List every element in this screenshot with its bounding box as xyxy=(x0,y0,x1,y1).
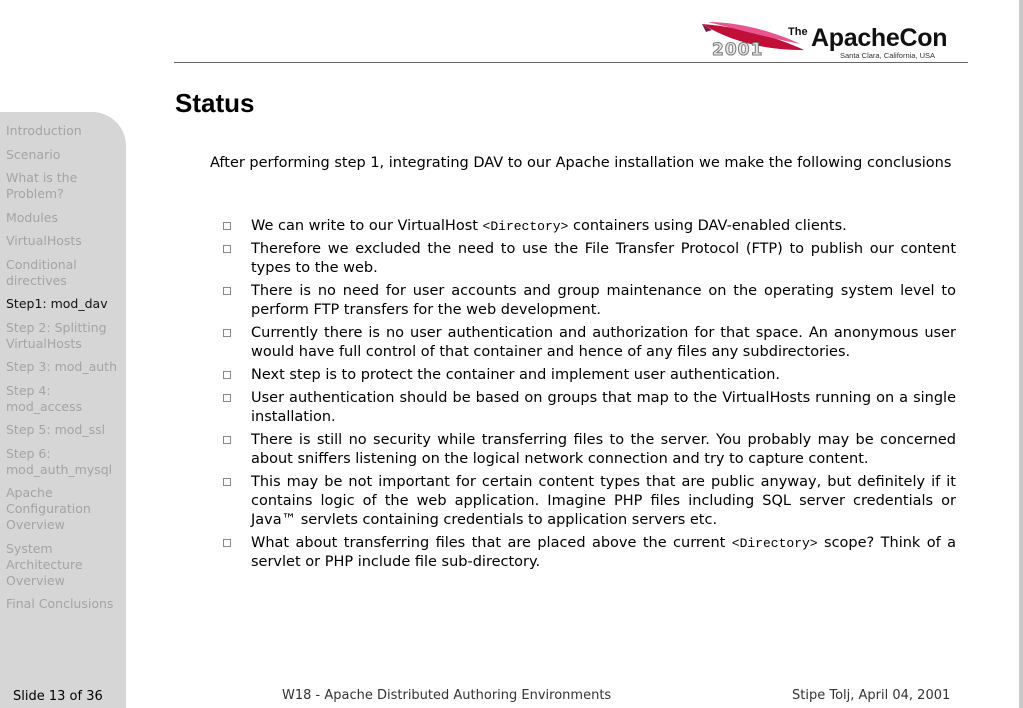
list-item-text: This may be not important for certain content types that are public anyway, but definitely if it contains logic of the web application. Imagine PHP files including SQL server credentials or Java™ servlets containing credentials to application servers etc. xyxy=(251,474,956,528)
list-item xyxy=(222,217,956,236)
sidebar-item[interactable]: Step 4: mod_access xyxy=(6,382,83,414)
bullet-square-icon xyxy=(223,287,231,295)
list-item xyxy=(222,324,956,362)
list-item-text: Therefore we excluded the need to use the File Transfer Protocol (FTP) to publish our content types to the web. xyxy=(251,241,956,276)
list-item-text: Next step is to protect the container and implement user authentication. xyxy=(251,367,781,383)
logo-brand-apache: Apache xyxy=(811,24,900,52)
sidebar-item[interactable]: Apache Configuration Overview xyxy=(6,485,91,532)
bullet-square-icon xyxy=(223,245,231,253)
list-item-text-continued: scope? Think of a servlet or PHP include file sub-directory. xyxy=(251,535,957,570)
bullet-square-icon xyxy=(223,329,231,337)
list-item-text: There is still no security while transferring files to the server. You probably may be concerned about sniffers listening on the logical network connection and try to capture content. xyxy=(251,432,956,467)
list-item xyxy=(222,473,956,530)
sidebar-item[interactable]: Conditional directives xyxy=(6,256,77,288)
logo-brand xyxy=(811,24,947,53)
list-item-text: We can write to our VirtualHost xyxy=(251,218,483,234)
sidebar-item[interactable]: Step 3: mod_auth xyxy=(6,359,117,374)
slide-counter: Slide 13 of 36 xyxy=(13,689,103,704)
list-item-text-continued: containers using DAV-enabled clients. xyxy=(568,218,847,234)
bullet-square-icon xyxy=(223,539,231,547)
bullet-square-icon xyxy=(223,394,231,402)
bullet-square-icon xyxy=(223,371,231,379)
list-item-text: What about transferring files that are placed above the current xyxy=(251,535,732,551)
apachecon-logo xyxy=(700,20,965,62)
logo-brand-con: Con xyxy=(899,24,948,52)
list-item-text: There is no need for user accounts and group maintenance on the operating system level to perform FTP transfers for the web development. xyxy=(251,283,956,318)
conclusion-list xyxy=(222,217,956,576)
sidebar-nav xyxy=(6,123,124,620)
list-item xyxy=(222,431,956,469)
sidebar-item[interactable]: Scenario xyxy=(6,146,61,162)
list-item-text: Currently there is no user authentication and authorization for that space. An anonymous user would have full control of that container and hence of any files any subdirectories. xyxy=(251,325,956,360)
intro-paragraph: After performing step 1, integrating DAV to our Apache installation we make the following conclusions xyxy=(210,155,952,171)
list-item-text: User authentication should be based on groups that map to the VirtualHosts running on a single installation. xyxy=(251,390,956,425)
bullet-square-icon xyxy=(223,222,231,230)
sidebar-item[interactable]: What is the Problem? xyxy=(6,170,78,201)
sidebar-item[interactable]: Modules xyxy=(6,209,58,225)
sidebar-item[interactable]: Introduction xyxy=(6,123,82,138)
list-item xyxy=(222,534,956,572)
logo-location: Santa Clara, California, USA xyxy=(840,51,936,60)
code-directive: <Directory> xyxy=(731,536,818,551)
sidebar-item[interactable]: Final Conclusions xyxy=(6,596,114,611)
sidebar-item[interactable]: Step 6: mod_auth_mysql xyxy=(6,445,113,477)
sidebar-item[interactable]: Step 2: Splitting VirtualHosts xyxy=(6,319,107,351)
sidebar-item[interactable]: VirtualHosts xyxy=(6,233,82,248)
list-item xyxy=(222,366,956,385)
sidebar-item[interactable]: System Architecture Overview xyxy=(6,540,83,588)
footer-author-date: Stipe Tolj, April 04, 2001 xyxy=(792,688,951,703)
bullet-square-icon xyxy=(223,478,231,486)
bullet-square-icon xyxy=(223,436,231,444)
page-title: Status xyxy=(175,88,255,118)
header-divider xyxy=(174,62,968,63)
sidebar-item[interactable]: Step1: mod_dav xyxy=(6,296,108,311)
list-item xyxy=(222,389,956,427)
list-item xyxy=(222,240,956,278)
logo-the: The xyxy=(788,26,808,38)
sidebar-item[interactable]: Step 5: mod_ssl xyxy=(6,422,106,437)
footer-presentation-title: W18 - Apache Distributed Authoring Environments xyxy=(282,688,612,703)
code-directive: <Directory> xyxy=(482,219,569,234)
list-item xyxy=(222,282,956,320)
logo-year: 2001 xyxy=(712,40,764,60)
right-edge-border xyxy=(1019,0,1023,708)
